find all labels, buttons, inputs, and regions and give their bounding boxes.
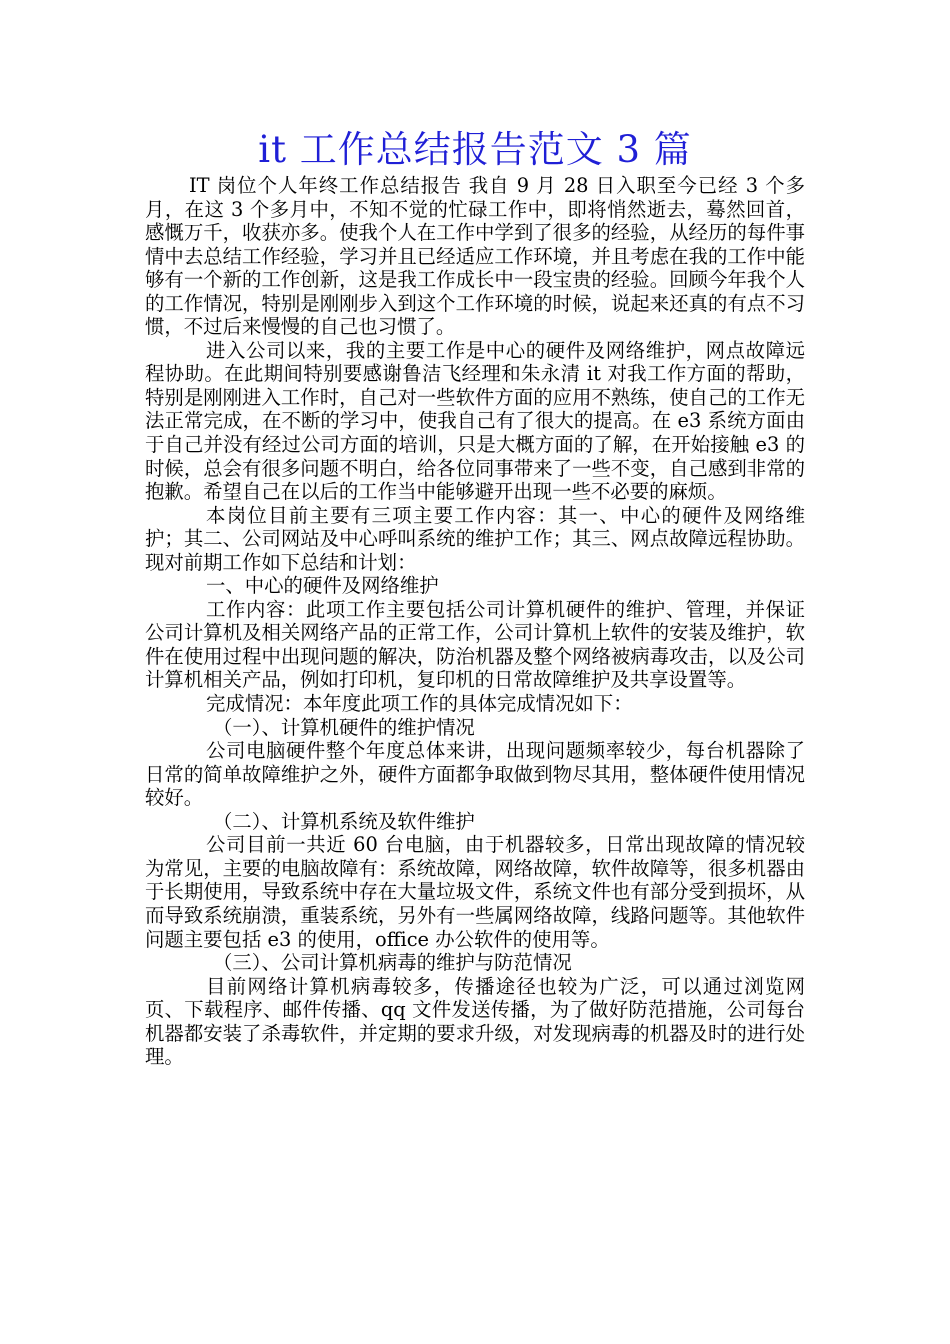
subheading-virus-prevention: （三）、公司计算机病毒的维护与防范情况 — [213, 951, 572, 975]
subheading-software-maintenance: （二）、计算机系统及软件维护 — [213, 809, 475, 833]
document-title: it 工作总结报告范文 3 篇 — [258, 128, 692, 171]
paragraph-completion: 完成情况：本年度此项工作的具体完成情况如下： — [206, 692, 633, 716]
paragraph-software-maintenance: 公司目前一共近 60 台电脑，由于机器较多，日常出现故障的情况较为常见，主要的电脑故障有：系统故障，网络故障，软件故障等，很多机器由于长期使用，导致系统中存在大量垃圾文件，系统文件也有部分受到损坏，从而导致系统崩溃，重装系统，另外有一些属网络故障，线路问题等。其他软件问题主要包括 e3 的使用，office 办公软件的使用等。 — [145, 833, 805, 951]
paragraph-main-work: 进入公司以来，我的主要工作是中心的硬件及网络维护，网点故障远程协助。在此期间特别要感谢鲁洁飞经理和朱永清 it 对我工作方面的帮助，特别是刚刚进入工作时，自己对一些软件方面的应用不熟练，使自己的工作无法正常完成，在不断的学习中，使我自己有了很大的提高。在 e3 系统方面由于自己并没有经过公司方面的培训，只是大概方面的了解，在开始接触 e3 的时候，总会有很多问题不明白，给各位同事带来了一些不变，自己感到非常的抱歉。希望自己在以后的工作当中能够避开出现一些不必要的麻烦。 — [145, 338, 805, 504]
paragraph-hardware-maintenance: 公司电脑硬件整个年度总体来讲，出现问题频率较少，每台机器除了日常的简单故障维护之外，硬件方面都争取做到物尽其用，整体硬件使用情况较好。 — [145, 739, 805, 810]
paragraph-virus-prevention: 目前网络计算机病毒较多，传播途径也较为广泛，可以通过浏览网页、下载程序、邮件传播、qq 文件发送传播，为了做好防范措施，公司每台机器都安装了杀毒软件，并定期的要求升级，对发现病毒的机器及时的进行处理。 — [145, 974, 805, 1069]
paragraph-work-items: 本岗位目前主要有三项主要工作内容：其一、中心的硬件及网络维护；其二、公司网站及中心呼叫系统的维护工作；其三、网点故障远程协助。现对前期工作如下总结和计划： — [145, 503, 805, 574]
paragraph-intro: IT 岗位个人年终工作总结报告 我自 9 月 28 日入职至今已经 3 个多月，在这 3 个多月中，不知不觉的忙碌工作中，即将悄然逝去，蓦然回首，感慨万千，收获亦多。使我个人在工作中学到了很多的经验，从经历的每件事情中去总结工作经验，学习并且已经适应工作环境，并且考虑在我的工作中能够有一个新的工作创新，这是我工作成长中一段宝贵的经验。回顾今年我个人的工作情况，特别是刚刚步入到这个工作环境的时候，说起来还真的有点不习惯，不过后来慢慢的自己也习惯了。 — [145, 174, 805, 339]
subheading-hardware-maintenance: （一）、计算机硬件的维护情况 — [213, 715, 475, 739]
paragraph-work-content: 工作内容：此项工作主要包括公司计算机硬件的维护、管理，并保证公司计算机及相关网络产品的正常工作，公司计算机上软件的安装及维护，软件在使用过程中出现问题的解决，防治机器及整个网络被病毒攻击，以及公司计算机相关产品，例如打印机，复印机的日常故障维护及共享设置等。 — [145, 597, 805, 692]
section-heading-hardware-network: 一、中心的硬件及网络维护 — [206, 574, 439, 598]
document-body — [145, 174, 805, 1069]
